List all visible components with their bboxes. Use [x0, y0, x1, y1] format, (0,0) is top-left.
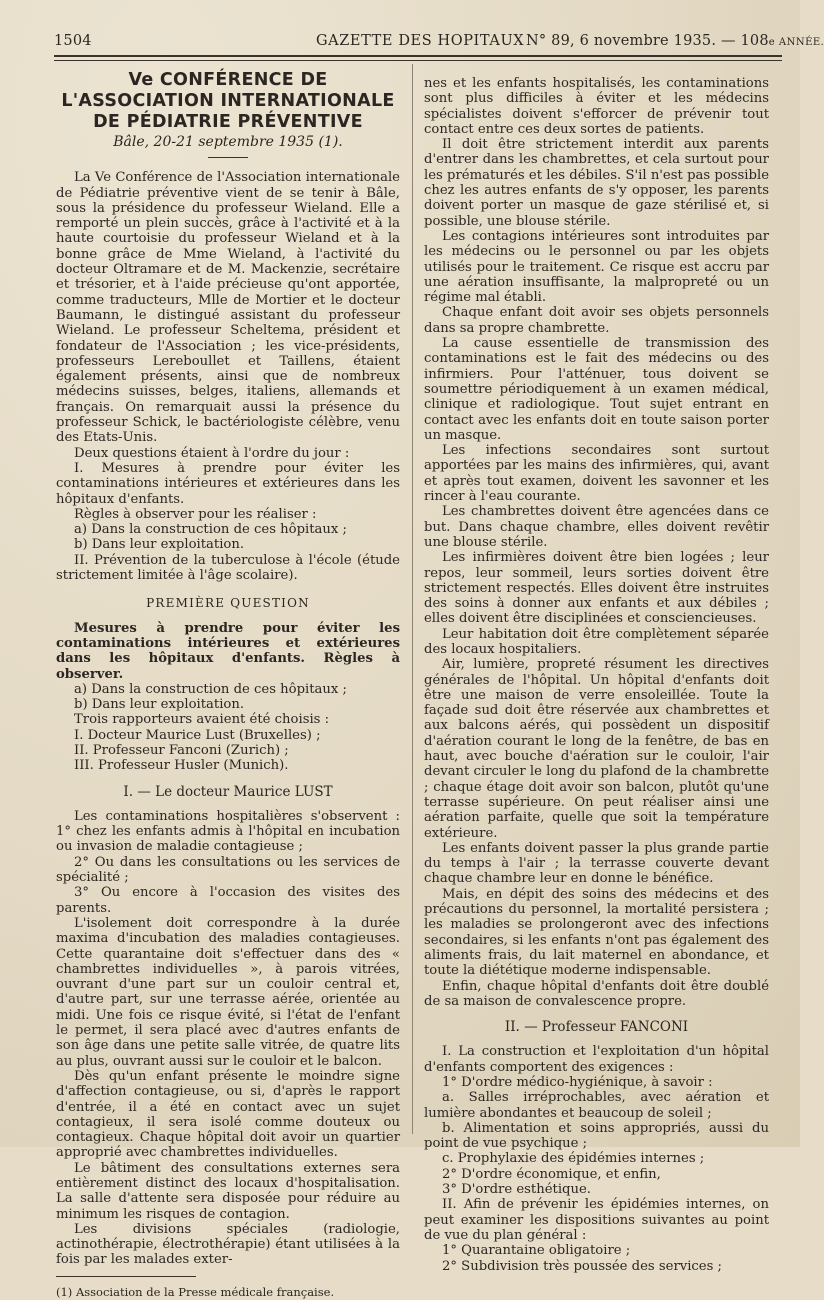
paragraph: Les contaminations hospitalières s'observent : 1° chez les enfants admis à l'hôpital en incubation ou invasion de maladie contagieuse ; — [56, 808, 400, 855]
paragraph: 2° Ou dans les consultations ou les services de spécialité ; — [56, 854, 400, 886]
paragraph: III. Professeur Husler (Munich). — [74, 758, 289, 774]
paragraph: a. Salles irréprochables, avec aération et lumière abondantes et beaucoup de soleil ; — [424, 1090, 769, 1121]
paragraph: Les divisions spéciales (radiologie, actinothérapie, électrothérapie) étant utilisées à la fois par les malades exter- — [56, 1221, 400, 1268]
right-column — [424, 76, 769, 1274]
paragraph: Dès qu'un enfant présente le moindre signe d'affection contagieuse, ou si, d'après le rapport d'entrée, il a été en contact avec un sujet contagieux, il sera isolé comme douteux ou contagieux. Chaque hôpital doit avoir un quartier approprié avec chambrettes individuelles. — [56, 1068, 400, 1161]
paragraph: 3° Ou encore à l'occasion des visites des parents. — [56, 885, 400, 916]
section-heading: PREMIÈRE QUESTION — [146, 596, 310, 611]
issue-year-suffix: e ANNÉE. — [768, 37, 824, 48]
paragraph: Les enfants doivent passer la plus grande partie du temps à l'air ; la terrasse couverte devant chaque chambre leur en donne le bénéfice. — [424, 840, 769, 887]
footnote-rule — [56, 1276, 196, 1277]
paragraph: Leur habitation doit être complètement séparée des locaux hospitaliers. — [424, 626, 769, 657]
left-column-body — [56, 170, 400, 1267]
article-subtitle: Bâle, 20-21 septembre 1935 (1). — [113, 134, 343, 150]
paragraph: La Ve Conférence de l'Association internationale de Pédiatrie préventive vient de se tenir à Bâle, sous la présidence du professeur Wieland. Elle a remporté un plein succès, grâce à l'activité et à la haute courtoisie du professeur Wieland et à la bonne grâce de Mme Wieland, à l'activité du docteur Oltramare et de M. Mackenzie, secrétaire et trésorier, et à l'aide précieuse qu'ont apportée, comme traducteurs, Mlle de Mortier et le docteur Baumann, le distingué assistant du professeur Wieland. Le professeur Scheltema, président et fondateur de l'Association ; les vice-présidents, professeurs Lereboullet et Taillens, étaient également présents, ainsi que de nombreux médecins suisses, belges, italiens, allemands et français. On remarquait aussi la présence du professeur Schick, le bactériologiste célèbre, venu des Etats-Unis. — [56, 170, 400, 446]
paragraph: Air, lumière, propreté résument les directives générales de l'hôpital. Un hôpital d'enfants doit être une maison de verre ensoleillée. Toute la façade sud doit être réservée aux chambrettes et aux balcons aérés, qui possèdent un dispositif d'aération courant le long de la fenêtre, de bas en haut, avec bouche d'aération sur le couloir, l'air devant circuler le long du plafond de la chambrette ; chaque étage doit avoir son balcon, plutôt qu'une terrasse supérieure. On peut réaliser ainsi une aération parfaite, quelle que soit la température extérieure. — [424, 657, 769, 841]
paragraph: 2° D'ordre économique, et enfin, — [442, 1166, 661, 1182]
issue-date: N° 89, 6 novembre 1935. — 108 — [526, 33, 769, 49]
paragraph: c. Prophylaxie des épidémies internes ; — [442, 1151, 705, 1167]
paragraph: a) Dans la construction de ces hôpitaux ; — [74, 522, 347, 538]
paragraph: Deux questions étaient à l'ordre du jour : — [74, 445, 350, 461]
footnote: (1) Association de la Presse médicale française. — [56, 1284, 335, 1299]
speaker-heading: I. — Le docteur Maurice LUST — [123, 783, 333, 800]
paragraph: La cause essentielle de transmission des contaminations est le fait des médecins ou des infirmiers. Pour l'atténuer, tous doivent se soumettre périodiquement à un examen médical, clinique et radiologique. Tout sujet entrant en contact avec les enfants doit en toute saison porter un masque. — [424, 336, 769, 443]
paragraph: b) Dans leur exploitation. — [74, 697, 245, 713]
paragraph: 1° D'ordre médico-hygiénique, à savoir : — [442, 1075, 713, 1090]
paragraph: Les chambrettes doivent être agencées dans ce but. Dans chaque chambre, elles doivent revêtir une blouse stérile. — [424, 504, 769, 550]
paragraph: Il doit être strictement interdit aux parents d'entrer dans les chambrettes, et cela surtout pour les prématurés et les débiles. S'il n'est pas possible chez les autres enfants de s'y opposer, les parents doivent porter un masque de gaze stérilisé et, si possible, une blouse stérile. — [424, 137, 769, 229]
right-column-body — [424, 76, 769, 1274]
journal-title: GAZETTE DES HOPITAUX — [316, 33, 525, 49]
paragraph: Règles à observer pour les réaliser : — [74, 506, 317, 522]
paragraph: II. Professeur Fanconi (Zurich) ; — [74, 742, 289, 758]
paragraph: nes et les enfants hospitalisés, les contaminations sont plus difficiles à éviter et les médecins spécialistes doivent s'efforcer de prévenir tout contact entre ces deux sortes de patients. — [424, 76, 769, 137]
paragraph: b. Alimentation et soins appropriés, aussi du point de vue psychique ; — [424, 1120, 769, 1152]
paragraph: Enfin, chaque hôpital d'enfants doit être doublé de sa maison de convalescence propre. — [424, 978, 769, 1009]
page-number: 1504 — [54, 33, 92, 49]
paragraph: I. Mesures à prendre pour éviter les contaminations intérieures et extérieures dans les hôpitaux d'enfants. — [56, 460, 400, 507]
paragraph: I. La construction et l'exploitation d'un hôpital d'enfants comportent des exigences : — [424, 1044, 769, 1075]
paragraph: I. Docteur Maurice Lust (Bruxelles) ; — [74, 727, 321, 743]
running-header — [54, 33, 824, 53]
paragraph: Les infections secondaires sont surtout apportées par les mains des infirmières, qui, avant et après tout examen, doivent les savonner et les rincer à l'eau courante. — [424, 443, 769, 505]
paragraph: II. Prévention de la tuberculose à l'école (étude strictement limitée à l'âge scolaire). — [56, 552, 400, 584]
paragraph: II. Afin de prévenir les épidémies internes, on peut examiner les dispositions suivantes au point de vue du plan général : — [424, 1197, 769, 1243]
column-divider — [412, 64, 413, 1134]
paragraph: 2° Subdivision très poussée des services ; — [442, 1258, 723, 1274]
paragraph: a) Dans la construction de ces hôpitaux ; — [74, 681, 347, 697]
header-rule-thick — [54, 55, 782, 57]
paragraph: Chaque enfant doit avoir ses objets personnels dans sa propre chambrette. — [424, 305, 769, 336]
header-rule-thin — [54, 60, 782, 61]
paragraph: 1° Quarantaine obligatoire ; — [442, 1243, 631, 1259]
paragraph: Les contagions intérieures sont introduites par les médecins ou le personnel ou par les objets utilisés pour le traitement. Ce risque est accru par une aération insuffisante, la malpropreté ou un régime mal établi. — [424, 228, 769, 306]
paragraph: Le bâtiment des consultations externes sera entièrement distinct des locaux d'hospitalisation. La salle d'attente sera disposée pour réduire au minimum les risques de contagion. — [56, 1160, 400, 1222]
article-title: Ve CONFÉRENCE DE L'ASSOCIATION INTERNATIONALE DE PÉDIATRIE PRÉVENTIVE — [61, 70, 395, 132]
paragraph: L'isolement doit correspondre à la durée maxima d'incubation des maladies contagieuses. Cette quarantaine doit s'effectuer dans des « chambrettes individuelles », à parois vitrées, ouvrant d'une part sur un couloir central et, d'autre part, sur une terrasse aérée, orientée au midi. Une fois ce risque évité, si l'état de l'enfant le permet, il sera placé avec d'autres enfants de son âge dans une petite salle vitrée, de quatre lits au plus, ouvrant aussi sur le couloir et le balcon. — [56, 915, 400, 1069]
issue-info — [526, 33, 824, 49]
title-separator — [208, 157, 248, 158]
paragraph: Mais, en dépit des soins des médecins et des précautions du personnel, la mortalité persistera ; les maladies se prolongeront avec des infections secondaires, si les enfants n'ont pas également des aliments frais, du lait maternel en abondance, et toute la diététique moderne indispensable. — [424, 886, 769, 979]
paragraph: 3° D'ordre esthétique. — [442, 1182, 591, 1198]
speaker-heading: II. — Professeur FANCONI — [504, 1019, 689, 1036]
paragraph: Trois rapporteurs avaient été choisis : — [74, 712, 330, 728]
paragraph: Les infirmières doivent être bien logées ; leur repos, leur sommeil, leurs sorties doivent être strictement respectés. Elles doivent être instruites des soins à donner aux enfants et aux débiles ; elles doivent être disciplinées et consciencieuses. — [424, 550, 769, 627]
paragraph: Mesures à prendre pour éviter les contaminations intérieures et extérieures dans les hôpitaux d'enfants. Règles à observer. — [56, 620, 400, 682]
paragraph: b) Dans leur exploitation. — [74, 537, 245, 553]
left-column — [56, 70, 400, 1300]
